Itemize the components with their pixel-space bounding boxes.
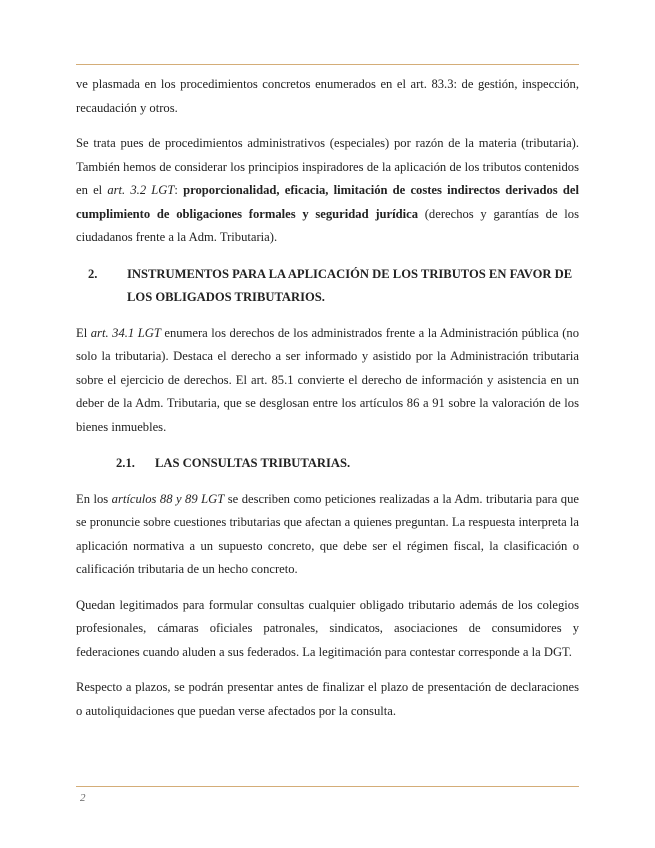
subsection-number: 2.1. (116, 456, 135, 470)
paragraph-2-text-a: Se trata pues de procedimientos administrativos (especiales) por razón de la materia (tributaria). También hemos de considerar los principios inspiradores de la aplicación de los tributos contenidos en el (76, 136, 579, 197)
subsection-title: LAS CONSULTAS TRIBUTARIAS. (155, 456, 351, 470)
subsection-heading (76, 452, 579, 476)
paragraph-2-text-b: : (174, 183, 184, 197)
principles-bold: proporcionalidad, eficacia, limitación de costes indirectos derivados del cumplimiento de obligaciones formales y seguridad jurídica (76, 183, 579, 221)
paragraph-2 (76, 132, 579, 250)
paragraph-1: ve plasmada en los procedimientos concretos enumerados en el art. 83.3: de gestión, inspección, recaudación y otros. (76, 77, 579, 115)
header-rule (76, 64, 579, 65)
law-reference: art. 34.1 LGT (90, 325, 161, 340)
section-title: INSTRUMENTOS PARA LA APLICACIÓN DE LOS TRIBUTOS EN FAVOR DE LOS OBLIGADOS TRIBUTARIOS. (127, 266, 573, 304)
paragraph-6: Respecto a plazos, se podrán presentar antes de finalizar el plazo de presentación de declaraciones o autoliquidaciones que puedan verse afectados por la consulta. (76, 680, 579, 718)
section-number: 2. (88, 266, 98, 281)
footer-rule (76, 786, 579, 787)
paragraph-2-text-c: (derechos y garantías de los ciudadanos frente a la Adm. Tributaria). (76, 206, 579, 244)
paragraph-3-text-a: El (76, 325, 91, 340)
paragraph-4-text-a: En los (76, 491, 112, 506)
paragraph-3 (76, 322, 579, 440)
section-heading-2 (76, 263, 579, 310)
paragraph-4-text-b: se describen como peticiones realizadas a la Adm. tributaria para que se pronuncie sobre cuestiones tributarias que afectan a quienes preguntan. La respuesta interpreta la aplicación normativa a un supuesto concreto, que debe ser el régimen fiscal, la clasificación o calificación tributaria de un hecho concreto. (76, 491, 579, 576)
law-reference: art. 3.2 LGT (107, 183, 175, 197)
law-reference: artículos 88 y 89 LGT (111, 491, 225, 506)
paragraph-3-text-b: enumera los derechos de los administrados frente a la Administración pública (no solo la tributaria). Destaca el derecho a ser informado y asistido por la Administración tributaria sobre el ejercicio de derechos. El art. 85.1 convierte el derecho de información y asistencia en un deber de la Adm. Tributaria, que se desglosan entre los artículos 86 a 91 sobre la valoración de los bienes inmuebles. (76, 325, 580, 434)
page-content (76, 73, 579, 723)
paragraph-4 (76, 488, 579, 582)
paragraph-5: Quedan legitimados para formular consultas cualquier obligado tributario además de los colegios profesionales, cámaras oficiales patronales, sindicatos, asociaciones de consumidores y federaciones cuando aluden a sus federados. La legitimación para contestar corresponde a la DGT. (76, 597, 579, 659)
page-number: 2 (80, 792, 86, 804)
